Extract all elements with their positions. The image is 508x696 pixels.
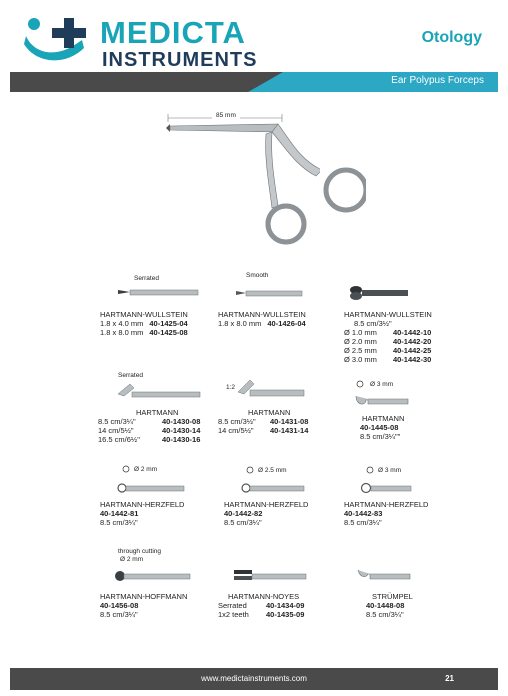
item-hartmann-1: HARTMANN 8.5 cm/3¼" 40-1430-08 14 cm/5½" 40-1430-14 16.5 cm/6½" 40-1430-16 [98, 408, 201, 444]
instrument-hartmann-2 [236, 376, 306, 404]
note-smooth: Smooth [246, 272, 269, 279]
finger-ring-upper [316, 162, 366, 252]
item-hartmann-herzfeld-1: HARTMANN-HERZFELD 40-1442-81 8.5 cm/3¼" [100, 500, 185, 527]
instrument-hartmann-3 [354, 392, 410, 410]
circle-icon [122, 465, 130, 473]
item-strumpel: STRÜMPEL 40-1448-08 8.5 cm/3¼" [366, 592, 413, 619]
circle-icon [366, 466, 374, 474]
dimension-label: 85 mm [216, 112, 236, 119]
brand-logo[interactable] [22, 14, 322, 70]
instrument-strumpel [356, 566, 412, 584]
note-diameter: Ø 2.5 mm [258, 467, 287, 474]
item-hartmann-hoffmann: HARTMANN-HOFFMANN 40-1456-08 8.5 cm/3¼" [100, 592, 188, 619]
finger-ring-lower [256, 198, 316, 258]
logo-mark-icon [22, 14, 96, 70]
page-number: 21 [445, 674, 454, 683]
item-hartmann-wullstein-1: HARTMANN-WULLSTEIN 1.8 x 4.0 mm 40-1425-04 1.8 x 8.0 mm 40-1425-08 [100, 310, 188, 337]
brand-name: MEDICTA [100, 15, 246, 50]
instrument-hartmann-herzfeld-3 [360, 480, 412, 496]
item-hartmann-3: HARTMANN 40-1445-08 8.5 cm/3¼"" [360, 414, 405, 441]
note-diameter: Ø 3 mm [378, 467, 402, 474]
section-title: Otology [421, 29, 482, 46]
item-hartmann-noyes: HARTMANN-NOYES Serrated 40-1434-09 1x2 teeth 40-1435-09 [218, 592, 305, 619]
note-diameter: Ø 2 mm [120, 556, 144, 563]
item-hartmann-wullstein-3: HARTMANN-WULLSTEIN 8.5 cm/3½" Ø 1.0 mm 40-1442-10 Ø 2.0 mm 40-1442-20 Ø 2.5 mm 40-1442-25 Ø 3.0 mm 40-1442-30 [344, 310, 432, 364]
instrument-hartmann-hoffmann [112, 568, 192, 586]
instrument-hartmann-wullstein-3 [346, 282, 410, 304]
item-hartmann-herzfeld-3: HARTMANN-HERZFELD 40-1442-83 8.5 cm/3¼" [344, 500, 429, 527]
instrument-hartmann-wullstein-2 [234, 284, 304, 302]
note-diameter: Ø 2 mm [134, 466, 158, 473]
circle-icon [356, 380, 364, 388]
note-diameter: Ø 3 mm [370, 381, 394, 388]
item-hartmann-wullstein-2: HARTMANN-WULLSTEIN 1.8 x 8.0 mm 40-1426-04 [218, 310, 306, 328]
circle-icon [246, 466, 254, 474]
category-banner [10, 72, 498, 92]
item-hartmann-herzfeld-2: HARTMANN-HERZFELD 40-1442-82 8.5 cm/3¼" [224, 500, 309, 527]
item-hartmann-2: HARTMANN 8.5 cm/3½" 40-1431-08 14 cm/5½" 40-1431-14 [218, 408, 309, 435]
footer-bar [10, 668, 498, 690]
instrument-hartmann-noyes [232, 566, 308, 586]
instrument-hartmann-1 [116, 380, 202, 402]
banner-title: Ear Polypus Forceps [391, 75, 484, 86]
instrument-hartmann-herzfeld-1 [116, 480, 186, 496]
note-serrated: Serrated [134, 275, 159, 282]
item-name: HARTMANN-WULLSTEIN [100, 310, 188, 319]
brand-subtitle: INSTRUMENTS [102, 49, 258, 71]
note-through-cutting: through cutting [118, 548, 162, 555]
note-ratio: 1:2 [226, 384, 236, 391]
footer-website-link[interactable]: www.medictainstruments.com [201, 674, 307, 683]
note-serrated-2: Serrated [118, 372, 143, 379]
instrument-hartmann-wullstein-1 [116, 284, 200, 302]
instrument-hartmann-herzfeld-2 [240, 480, 306, 496]
